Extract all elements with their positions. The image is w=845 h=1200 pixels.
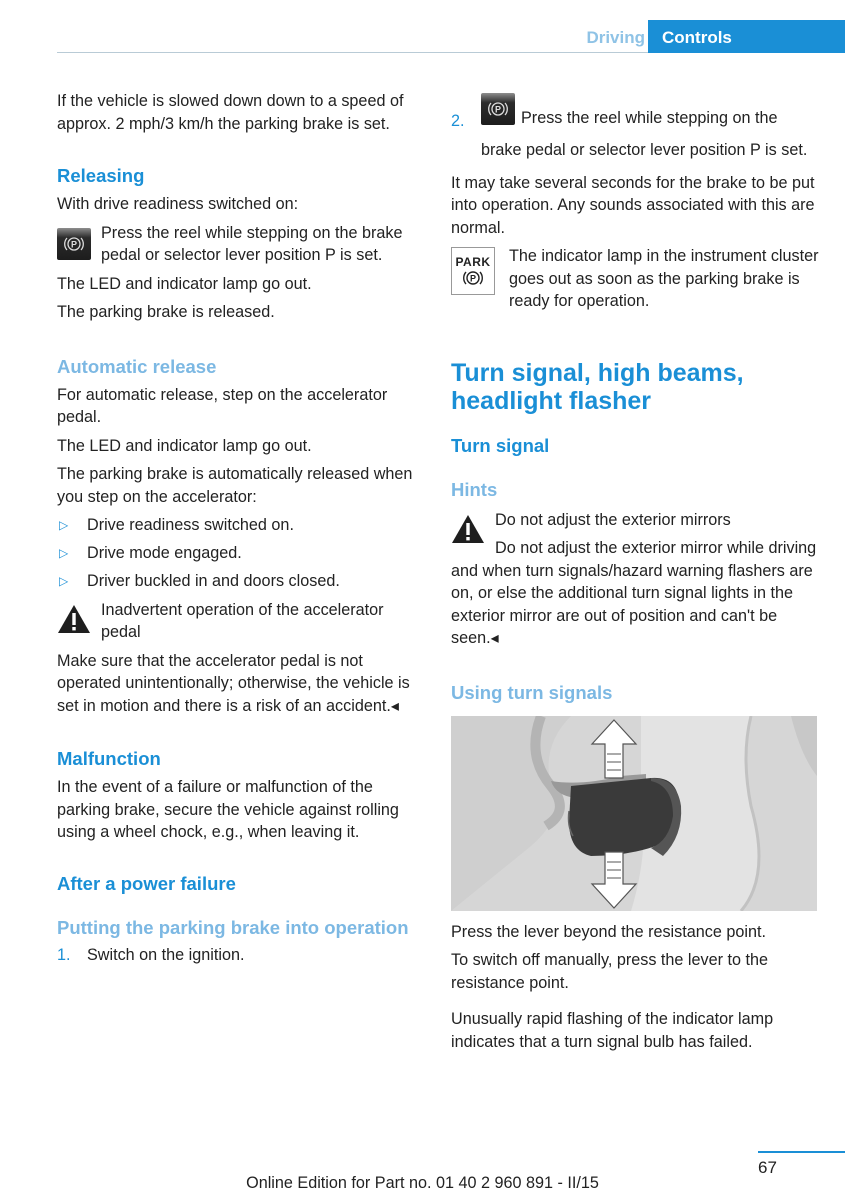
svg-text:P: P xyxy=(469,273,477,283)
header-chapter-tab: Controls xyxy=(648,20,845,53)
svg-text:P: P xyxy=(70,239,78,249)
park-label: PARK xyxy=(455,254,491,269)
triangle-bullet-icon: ▷ xyxy=(59,574,69,588)
mirror-warning xyxy=(451,509,819,650)
releasing-p2: Press the reel while stepping on the brake pedal or selector lever position P is set. xyxy=(101,223,403,264)
accelerator-warning xyxy=(57,599,425,718)
releasing-p1: With drive readiness switched on: xyxy=(57,195,299,213)
mirror-warning-text: Do not adjust the exterior mirror while driving and when turn signals/hazard warning flashers are on, or else the additional turn signal lights in the exterior mirror are out of position and can't be seen.◂ xyxy=(451,539,817,647)
auto-p1: For automatic release, step on the accelerator pedal. xyxy=(57,385,388,426)
malfunction-p1: In the event of a failure or malfunction of the parking brake, secure the vehicle against rolling using a wheel chock, e.g., when leaving it. xyxy=(57,778,399,841)
footer-edition: Online Edition for Part no. 01 40 2 960 891 - II/15 xyxy=(246,1174,599,1192)
warning-triangle-icon xyxy=(57,603,91,635)
power-failure-heading: After a power failure xyxy=(57,872,236,894)
malfunction-heading: Malfunction xyxy=(57,748,161,769)
svg-text:P: P xyxy=(494,104,502,115)
park-indicator-icon xyxy=(451,247,495,295)
accelerator-warning-text: Make sure that the accelerator pedal is not operated unintentionally; otherwise, the vehicle is set in motion and there is a risk of an accident.◂ xyxy=(57,651,410,715)
parking-brake-button-icon xyxy=(481,93,515,125)
right-p5: Unusually rapid flashing of the indicator lamp indicates that a turn signal bulb has failed. xyxy=(451,1010,774,1051)
mirror-warning-title: Do not adjust the exterior mirrors xyxy=(495,510,731,529)
releasing-heading: Releasing xyxy=(57,165,145,186)
right-p3: Press the lever beyond the resistance point. xyxy=(451,922,766,941)
list-item: ▷ Driver buckled in and doors closed. xyxy=(57,570,425,593)
step-2 xyxy=(451,93,819,159)
list-item: ▷ Drive readiness switched on. xyxy=(57,514,425,537)
step-number: 2. xyxy=(451,112,465,130)
auto-p3: The parking brake is automatically released when you step on the accelerator: xyxy=(57,465,413,506)
warning-triangle-icon xyxy=(451,513,485,545)
intro-paragraph: If the vehicle is slowed down down to a speed of approx. 2 mph/3 km/h the parking brake is set. xyxy=(57,92,404,133)
left-column xyxy=(57,90,425,972)
step-2-text: Press the reel while stepping on the brake pedal or selector lever position P is set. xyxy=(481,109,808,159)
turn-signal-heading: Turn signal xyxy=(451,434,550,456)
auto-conditions-list xyxy=(57,514,425,593)
releasing-p3: The LED and indicator lamp go out. xyxy=(57,274,312,293)
auto-p2: The LED and indicator lamp go out. xyxy=(57,436,312,455)
automatic-release-heading: Automatic release xyxy=(57,355,217,377)
right-p4: To switch off manually, press the lever to the resistance point. xyxy=(451,951,769,992)
right-p1: It may take several seconds for the brake to be put into operation. Any sounds associated with this are normal. xyxy=(451,173,815,237)
header-section: Driving xyxy=(586,28,645,47)
park-indicator-note xyxy=(451,245,819,319)
triangle-bullet-icon: ▷ xyxy=(59,546,69,560)
list-item: ▷ Drive mode engaged. xyxy=(57,542,425,565)
triangle-bullet-icon: ▷ xyxy=(59,518,69,532)
parking-brake-button-icon xyxy=(57,228,91,260)
step-1: 1. Switch on the ignition. xyxy=(57,944,425,967)
step-number: 1. xyxy=(57,945,71,964)
releasing-p4: The parking brake is released. xyxy=(57,303,275,321)
using-turn-signals-heading: Using turn signals xyxy=(451,681,613,703)
page-number-rule xyxy=(758,1151,845,1153)
accelerator-warning-title: Inadvertent operation of the accelerator pedal xyxy=(101,600,384,641)
right-p2: The indicator lamp in the instrument cluster goes out as soon as the parking brake is ready for operation. xyxy=(509,247,819,310)
turn-signal-lever-illustration xyxy=(451,716,817,911)
parking-brake-operation-heading: Putting the parking brake into operation xyxy=(57,916,409,938)
section-title: Turn signal, high beams, headlight flasher xyxy=(451,358,744,415)
page-number: 67 xyxy=(758,1158,777,1177)
right-column xyxy=(451,93,819,1059)
releasing-instruction xyxy=(57,222,425,267)
hints-heading: Hints xyxy=(451,478,498,500)
